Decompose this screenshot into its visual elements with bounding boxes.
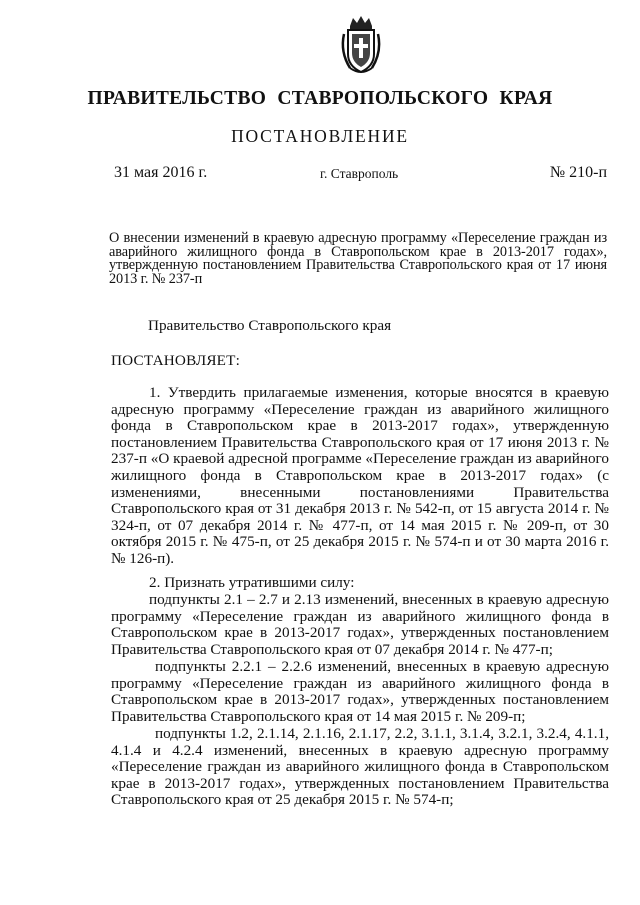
resolution-heading: ПОСТАНОВЛЯЕТ: — [111, 352, 241, 369]
document-number: № 210-п — [549, 164, 607, 181]
paragraph-2-title: 2. Признать утратившими силу: — [149, 574, 355, 591]
paragraph-2-item-2: подпункты 2.2.1 – 2.2.6 изменений, внесенных в краевую адресную программу «Переселение граждан из аварийного жилищного фонда в Ставропольском крае в 2013-2017 годах», утвержденных постановлением Правительства Ставропольского края от 14 мая 2015 г. № 209-п; — [111, 658, 609, 725]
government-title: ПРАВИТЕЛЬСТВО СТАВРОПОЛЬСКОГО КРАЯ — [87, 88, 553, 109]
issuing-authority: Правительство Ставропольского края — [148, 317, 392, 334]
document-subject: О внесении изменений в краевую адресную программу «Переселение граждан из аварийного жилищного фонда в Ставропольском крае в 2013-2017 годах», утвержденную постановлением Правительства Ставропольского края от 17 июня 2013 г. № 237-п — [109, 230, 607, 287]
paragraph-2-item-1: подпункты 2.1 – 2.7 и 2.13 изменений, внесенных в краевую адресную программу «Переселение граждан из аварийного жилищного фонда в Ставропольском крае в 2013-2017 годах», утвержденных постановлением Правительства Ставропольского края от 07 декабря 2014 г. № 477-п; — [111, 591, 609, 658]
document-date: 31 мая 2016 г. — [114, 164, 208, 181]
document-city: г. Ставрополь — [320, 166, 399, 181]
document-type: ПОСТАНОВЛЕНИЕ — [231, 126, 409, 146]
coat-of-arms-icon — [338, 14, 384, 76]
paragraph-1: 1. Утвердить прилагаемые изменения, которые вносятся в краевую адресную программу «Переселение граждан из аварийного жилищного фонда в Ставропольском крае в 2013-2017 годах», утвержденную постановлением Правительства Ставропольского края от 17 июня 2013 г. № 237-п «О краевой адресной программе «Переселение граждан из аварийного жилищного фонда в Ставропольском крае в 2013-2017 годах» (с изменениями, внесенными постановлениями Правительства Ставропольского края от 31 декабря 2013 г. № 542-п, от 15 августа 2014 г. № 324-п, от 07 декабря 2014 г. № 477-п, от 14 мая 2015 г. № 209-п, от 30 октября 2015 г. № 475-п, от 25 декабря 2015 г. № 574-п и от 30 марта 2016 г. № 126-п). — [111, 384, 610, 567]
paragraph-2-item-3: подпункты 1.2, 2.1.14, 2.1.16, 2.1.17, 2.2, 3.1.1, 3.1.4, 3.2.1, 3.2.4, 4.1.1, 4.1.4 и 4.2.4 изменений, внесенных в краевую адресную программу «Переселение граждан из аварийного жилищного фонда в Ставропольском крае в 2013-2017 годах», утвержденных постановлением Правительства Ставропольского края от 25 декабря 2015 г. № 574-п; — [111, 725, 609, 809]
